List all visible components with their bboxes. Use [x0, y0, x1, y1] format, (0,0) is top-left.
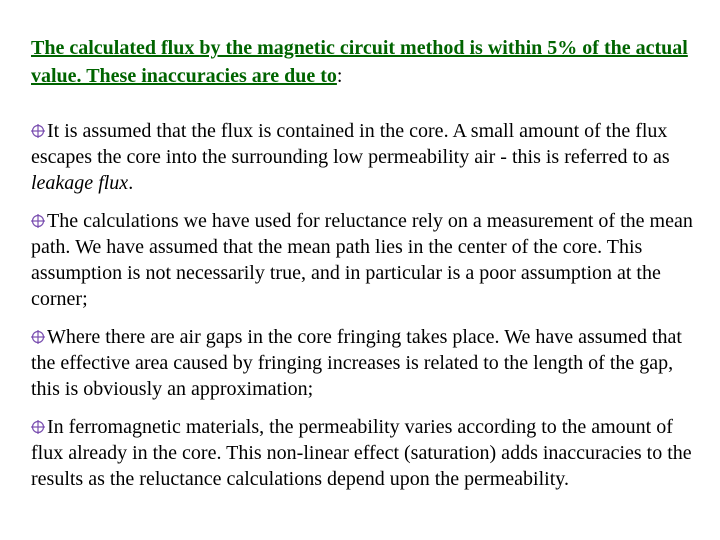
crosshair-circle-bullet-icon — [31, 214, 45, 228]
heading-colon: : — [336, 65, 343, 87]
heading-text: The calculated flux by the magnetic circuit method is within 5% of the actual value. These inaccuracies are due to — [31, 37, 688, 87]
crosshair-circle-bullet-icon — [31, 330, 45, 344]
crosshair-circle-bullet-icon — [31, 420, 45, 434]
bullet-item-leakage — [31, 118, 696, 196]
bullet-list — [31, 118, 696, 504]
bullet-text: In ferromagnetic materials, the permeability varies according to the amount of flux already in the core. This non-linear effect (saturation) adds inaccuracies to the results as the reluctance calculations depend upon the permeability. — [31, 416, 692, 490]
bullet-item-mean-path — [31, 208, 696, 312]
bullet-item-air-gaps — [31, 324, 696, 402]
bullet-text: The calculations we have used for reluctance rely on a measurement of the mean path. We have assumed that the mean path lies in the center of the core. This assumption is not necessarily true, and in particular is a poor assumption at the corner; — [31, 210, 693, 310]
crosshair-circle-bullet-icon — [31, 124, 45, 138]
bullet-emphasis: leakage flux — [31, 172, 129, 194]
bullet-item-permeability — [31, 414, 696, 492]
bullet-text: It is assumed that the flux is contained in the core. A small amount of the flux escapes the core into the surrounding low permeability air - this is referred to as — [31, 120, 670, 168]
bullet-text: Where there are air gaps in the core fringing takes place. We have assumed that the effective area caused by fringing increases is related to the length of the gap, this is obviously an approximation; — [31, 326, 682, 400]
slide-heading — [31, 34, 696, 90]
bullet-tail: . — [128, 172, 134, 194]
